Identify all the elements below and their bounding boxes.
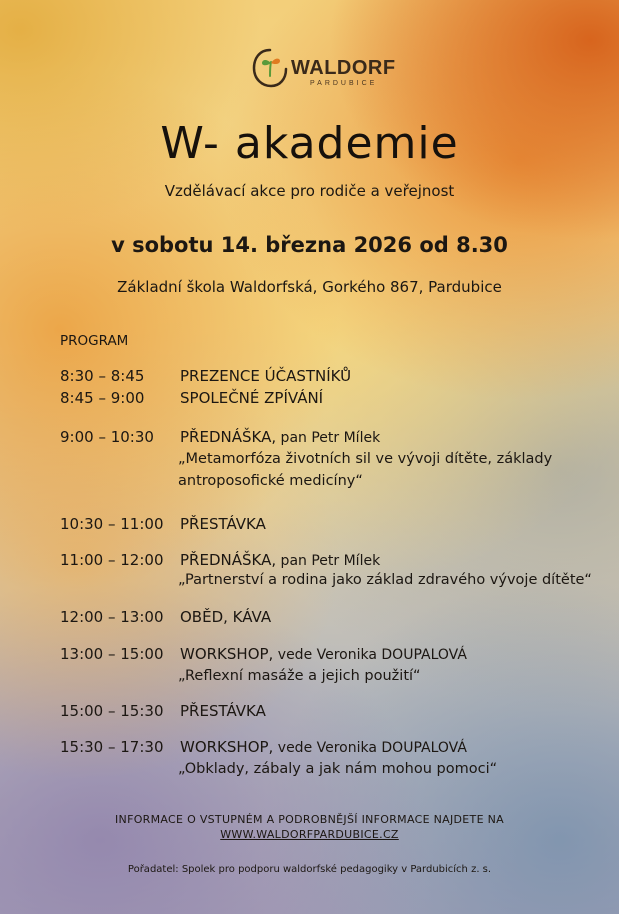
program-time: 9:00 – 10:30 — [60, 428, 154, 446]
program-detail: „Reflexní masáže a jejich použití“ — [178, 668, 421, 684]
program-time: 15:00 – 15:30 — [60, 702, 164, 720]
program-time: 15:30 – 17:30 — [60, 738, 164, 756]
program-activity: WORKSHOP, — [180, 645, 274, 663]
program-speaker: vede Veronika DOUPALOVÁ — [273, 647, 467, 663]
program-speaker: pan Petr Mílek — [276, 430, 381, 446]
logo-subtitle: PARDUBICE — [310, 80, 378, 87]
program-activity: PŘEDNÁŠKA, — [180, 551, 277, 569]
program-detail: „Partnerství a rodina jako základ zdravého vývoje dítěte“ — [178, 572, 592, 588]
program-activity: WORKSHOP, — [180, 738, 274, 756]
program-item — [180, 738, 467, 756]
program-detail: „Obklady, zábaly a jak nám mohou pomoci“ — [178, 761, 498, 777]
program-speaker: pan Petr Mílek — [276, 553, 381, 569]
program-item — [180, 428, 380, 446]
page-subtitle: Vzdělávací akce pro rodiče a veřejnost — [164, 182, 455, 200]
program-time: 8:45 – 9:00 — [60, 389, 145, 407]
program-detail: antroposofické medicíny“ — [178, 473, 363, 489]
program-activity: SPOLEČNÉ ZPÍVÁNÍ — [180, 389, 324, 407]
logo-wordmark: WALDORF — [291, 57, 396, 79]
program-time: 8:30 – 8:45 — [60, 367, 145, 385]
program-activity: OBĚD, KÁVA — [180, 608, 272, 626]
program-activity: PŘESTÁVKA — [180, 515, 266, 533]
program-detail: „Metamorfóza životních sil ve vývoji dítěte, základy — [178, 451, 553, 467]
program-time: 10:30 – 11:00 — [60, 515, 164, 533]
event-date: v sobotu 14. března 2026 od 8.30 — [111, 233, 508, 257]
program-item — [180, 551, 380, 569]
program-heading: PROGRAM — [60, 333, 129, 349]
website-link[interactable]: WWW.WALDORFPARDUBICE.CZ — [220, 828, 399, 841]
program-time: 11:00 – 12:00 — [60, 551, 164, 569]
program-speaker: vede Veronika DOUPALOVÁ — [273, 740, 467, 756]
page-title: W- akademie — [160, 118, 459, 169]
program-activity: PŘEDNÁŠKA, — [180, 428, 277, 446]
info-text: INFORMACE O VSTUPNÉM A PODROBNĚJŠÍ INFORMACE NAJDETE NA — [115, 813, 504, 826]
waldorf-logo-icon — [250, 46, 290, 90]
program-time: 12:00 – 13:00 — [60, 608, 164, 626]
event-venue: Základní škola Waldorfská, Gorkého 867, Pardubice — [117, 278, 502, 296]
program-activity: PREZENCE ÚČASTNÍKŮ — [180, 367, 352, 385]
organizer-text: Pořadatel: Spolek pro podporu waldorfské pedagogiky v Pardubicích z. s. — [127, 864, 492, 875]
program-item — [180, 645, 467, 663]
program-time: 13:00 – 15:00 — [60, 645, 164, 663]
website-link-row — [0, 828, 619, 841]
waldorf-logo — [250, 44, 396, 94]
program-activity: PŘESTÁVKA — [180, 702, 266, 720]
